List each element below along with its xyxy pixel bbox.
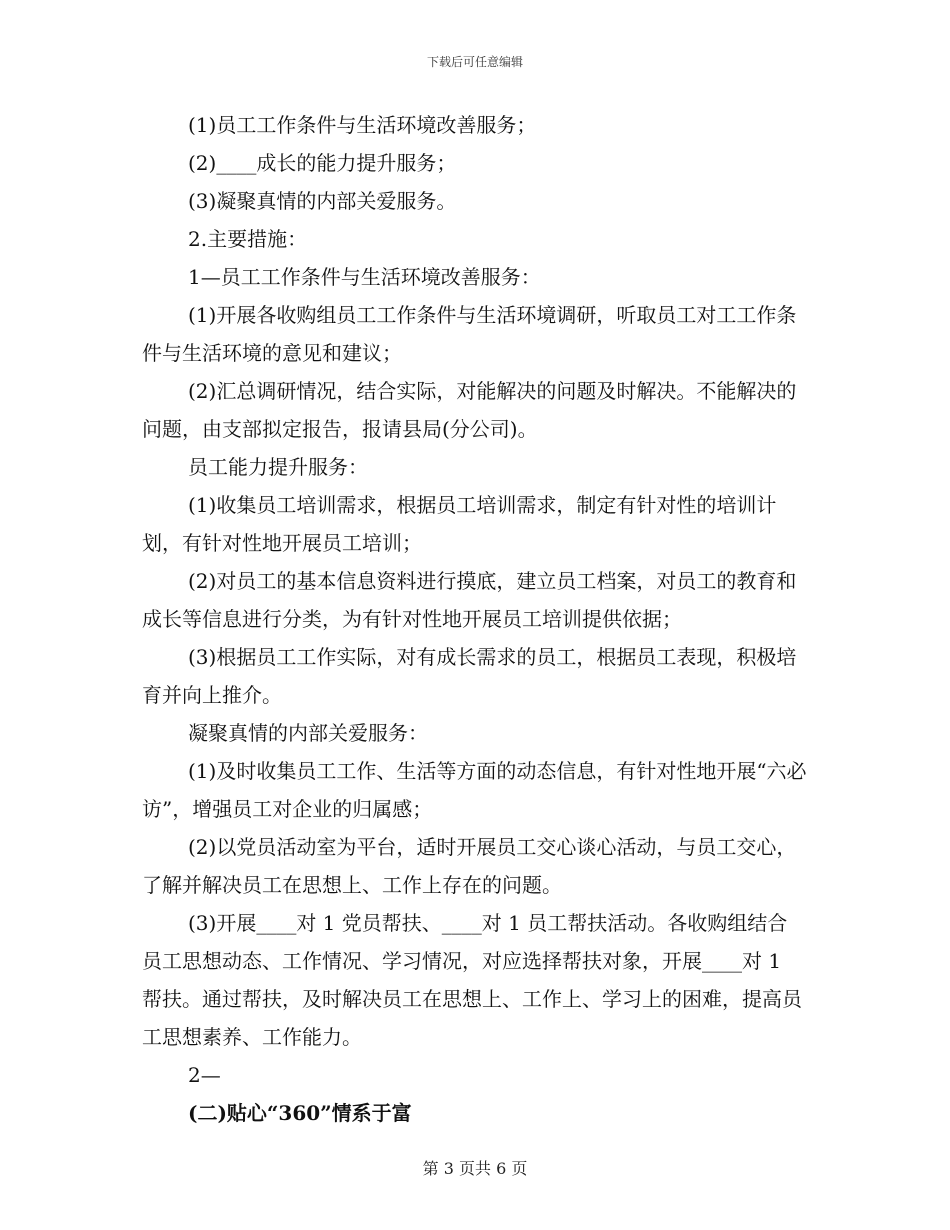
document-body: [142, 106, 807, 1132]
paragraph: (2)对员工的基本信息资料进行摸底，建立员工档案，对员工的教育和成长等信息进行分类，为有针对性地开展员工培训提供依据；: [142, 569, 797, 631]
paragraph: (2)____成长的能力提升服务；: [188, 151, 457, 175]
section-heading: (二)贴心“360”情系于富: [188, 1101, 412, 1125]
paragraph: (1)收集员工培训需求，根据员工培训需求，制定有针对性的培训计划，有针对性地开展员工培训；: [142, 493, 777, 555]
paragraph: (1)开展各收购组员工工作条件与生活环境调研，听取员工对工工作条件与生活环境的意见和建议；: [142, 303, 797, 365]
paragraph: 凝聚真情的内部关爱服务：: [188, 721, 428, 745]
paragraph: (2)以党员活动室为平台，适时开展员工交心谈心活动，与员工交心，了解并解决员工在思想上、工作上存在的问题。: [142, 835, 797, 897]
paragraph: (1)及时收集员工工作、生活等方面的动态信息，有针对性地开展“六必访”，增强员工对企业的归属感；: [142, 759, 807, 821]
paragraph: (3)凝聚真情的内部关爱服务。: [188, 189, 457, 213]
paragraph: (1)员工工作条件与生活环境改善服务；: [188, 113, 537, 137]
paragraph: 员工能力提升服务：: [188, 455, 368, 479]
paragraph: (3)根据员工工作实际，对有成长需求的员工，根据员工表现，积极培育并向上推介。: [142, 645, 797, 707]
paragraph: (3)开展____对 1 党员帮扶、____对 1 员工帮扶活动。各收购组结合员工思想动态、工作情况、学习情况，对应选择帮扶对象，开展____对 1 帮扶。通过帮扶，及时解决员工在思想上、工作上、学习上的困难，提高员工思想素养、工作能力。: [142, 911, 802, 1049]
paragraph: 2—: [188, 1063, 221, 1087]
paragraph: 2.主要措施：: [188, 227, 308, 251]
page-header: 下载后可任意编辑: [426, 55, 523, 69]
page-footer: 第 3 页共 6 页: [422, 1159, 528, 1178]
paragraph: (2)汇总调研情况，结合实际，对能解决的问题及时解决。不能解决的问题，由支部拟定报告，报请县局(分公司)。: [142, 379, 797, 441]
paragraph: 1—员工工作条件与生活环境改善服务：: [188, 265, 541, 289]
